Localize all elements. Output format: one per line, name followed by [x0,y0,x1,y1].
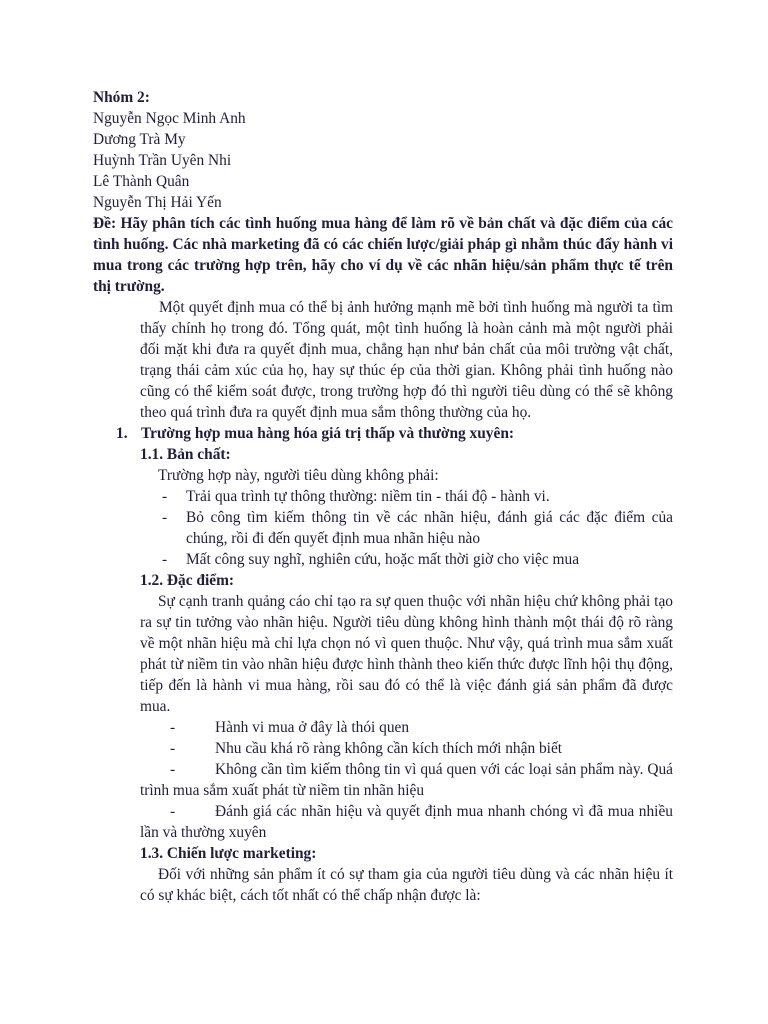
list-item [140,801,673,843]
dash-bullet: - [162,509,168,526]
list-item-text: Bỏ công tìm kiếm thông tin về các nhãn hiệu, đánh giá các đặc điểm của chúng, rồi đi đến quyết định mua nhãn hiệu nào [186,509,673,547]
dash-bullet: - [170,740,176,757]
member-name: Huỳnh Trần Uyên Nhi [93,152,232,169]
characteristics-list [140,717,673,843]
nature-list [162,486,673,570]
dash-bullet: - [170,719,176,736]
assignment-topic: Đề: Hãy phân tích các tình huống mua hàng để làm rõ về bản chất và đặc điểm của các tình huống. Các nhà marketing đã có các chiến lược/giải pháp gì nhằm thúc đẩy hành vi mua trong các trường hợp trên, hãy cho ví dụ về các nhãn hiệu/sản phẩm thực tế trên thị trường. [93,215,673,295]
dash-bullet: - [170,761,176,778]
section-1-number: 1. [116,425,128,442]
list-item [162,486,673,507]
subsection-1-2-title: 1.2. Đặc điểm: [140,572,235,589]
member-name: Nguyễn Thị Hải Yến [93,194,222,211]
section-1-heading [116,423,673,444]
member-name: Dương Trà My [93,131,186,148]
member-name: Lê Thành Quân [93,173,190,190]
dash-bullet: - [162,551,168,568]
dash-bullet: - [162,488,168,505]
list-item [140,759,673,801]
subsection-1-3-title: 1.3. Chiến lược marketing: [140,845,317,862]
intro-paragraph [140,297,673,423]
subsection-1-1-lead: Trường hợp này, người tiêu dùng không phải: [158,467,439,484]
list-item [162,507,673,549]
subsection-1-2-paragraph: Sự cạnh tranh quảng cáo chỉ tạo ra sự quen thuộc với nhãn hiệu chứ không phải tạo ra sự tin tưởng vào nhãn hiệu. Người tiêu dùng không hình thành một thái độ rõ ràng về một nhãn hiệu mà chỉ lựa chọn nó vì quen thuộc. Như vậy, quá trình mua sắm xuất phát từ niềm tin vào nhãn hiệu được hình thành theo kiến thức được lĩnh hội thụ động, tiếp đến là hành vi mua hàng, rồi sau đó có thể là việc đánh giá sản phẩm đã được mua. [140,593,673,715]
list-item-text: Mất công suy nghĩ, nghiên cứu, hoặc mất thời giờ cho việc mua [186,551,580,568]
dash-bullet: - [170,803,176,820]
subsection-1-1-title: 1.1. Bản chất: [140,446,231,463]
list-item [140,717,673,738]
section-1-title: Trường hợp mua hàng hóa giá trị thấp và thường xuyên: [141,425,515,442]
list-item [140,738,673,759]
subsection-1-3-paragraph: Đối với những sản phẩm ít có sự tham gia của người tiêu dùng và các nhãn hiệu ít có sự khác biệt, cách tốt nhất có thể chấp nhận được là: [140,866,673,904]
list-item-text: Nhu cầu khá rõ ràng không cần kích thích mới nhận biết [215,740,563,757]
list-item [162,549,673,570]
intro-text: Một quyết định mua có thể bị ảnh hưởng mạnh mẽ bởi tình huống mà người ta tìm thấy chính họ trong đó. Tổng quát, một tình huống là hoàn cảnh mà một người phải đối mặt khi đưa ra quyết định mua, chẳng hạn như bản chất của môi trường vật chất, trạng thái cảm xúc của họ, hay sự thúc ép của thời gian. Không phải tình huống nào cũng có thể kiểm soát được, trong trường hợp đó thì người tiêu dùng có thể sẽ không theo quá trình đưa ra quyết định mua sắm thông thường của họ. [140,299,673,421]
list-item-text: Đánh giá các nhãn hiệu và quyết định mua nhanh chóng vì đã mua nhiều lần và thường xuyên [140,803,673,841]
list-item-text: Hành vi mua ở đây là thói quen [215,719,410,736]
group-label: Nhóm 2: [93,89,150,106]
list-item-text: Trải qua trình tự thông thường: niềm tin - thái độ - hành vi. [186,488,550,505]
member-name: Nguyễn Ngọc Minh Anh [93,110,246,127]
list-item-text: Không cần tìm kiếm thông tin vì quá quen với các loại sản phẩm này. Quá trình mua sắm xuất phát từ niềm tin nhãn hiệu [140,761,673,799]
member-list [93,108,673,213]
